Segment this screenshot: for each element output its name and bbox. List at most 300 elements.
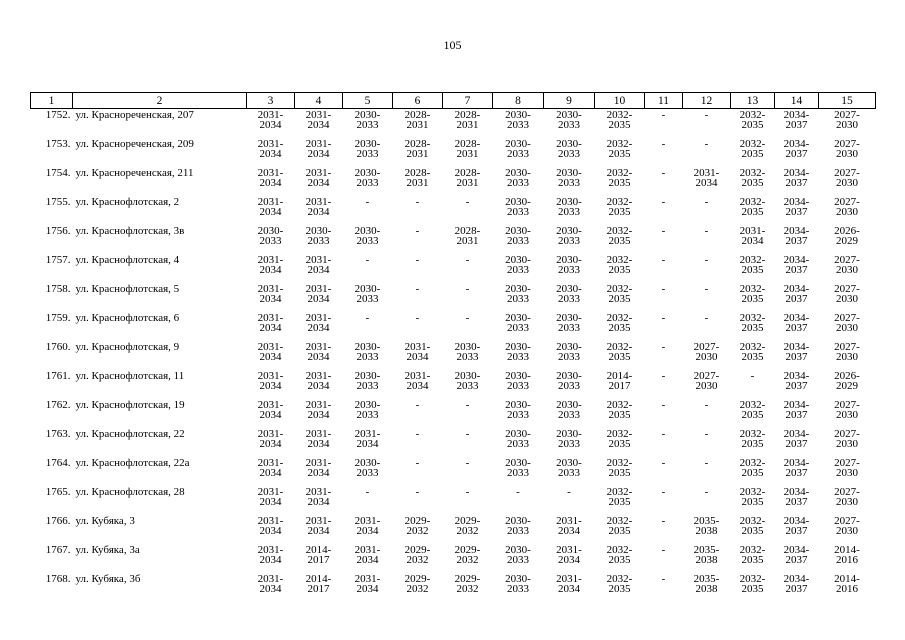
table-row: [31, 167, 876, 196]
period-start: 2030-: [354, 167, 381, 179]
period-end: 2035: [741, 467, 764, 479]
period-start: 2030-: [505, 312, 531, 324]
period-cell: [775, 138, 819, 167]
period-cell: [343, 573, 393, 602]
period-cell: [595, 370, 645, 399]
period-start: 2030-: [305, 225, 332, 237]
period-cell: [544, 457, 595, 486]
period-cell: [731, 370, 775, 399]
period-cell: [343, 312, 393, 341]
period-start: 2031-: [257, 399, 284, 411]
period-end: 2037: [785, 235, 808, 247]
period-end: 2033: [507, 554, 529, 566]
period-cell: [443, 341, 493, 370]
period-start: 2031-: [305, 341, 332, 353]
period-start: 2032-: [606, 283, 633, 295]
period-start: -: [661, 428, 666, 440]
period-cell: [683, 283, 731, 312]
period-start: 2034-: [783, 138, 810, 150]
period-end: 2033: [507, 293, 529, 305]
period-start: -: [661, 486, 666, 498]
period-start: -: [661, 515, 666, 527]
period-cell: [443, 109, 493, 139]
row-number: 1767.: [45, 544, 71, 556]
period-start: 2031-: [305, 515, 332, 527]
column-header: 10: [595, 93, 645, 109]
period-cell: [775, 457, 819, 486]
period-start: -: [704, 138, 709, 150]
period-cell: [775, 109, 819, 139]
period-cell: [393, 457, 443, 486]
period-start: 2030-: [556, 341, 582, 353]
period-start: 2030-: [556, 428, 582, 440]
period-end: 2033: [259, 235, 282, 247]
period-end: 2038: [695, 583, 718, 595]
address-cell: ул. Краснофлотская, 11: [75, 370, 185, 382]
period-end: 2030: [836, 467, 858, 479]
period-end: 2034: [259, 293, 282, 305]
period-end: 2032: [406, 583, 429, 595]
period-cell: [595, 399, 645, 428]
period-end: 2033: [507, 119, 529, 131]
period-end: 2033: [507, 177, 529, 189]
period-cell: [731, 167, 775, 196]
period-cell: [493, 109, 544, 139]
period-start: -: [465, 486, 470, 498]
period-start: -: [661, 254, 666, 266]
period-start: 2014-: [834, 573, 860, 585]
period-start: -: [661, 544, 666, 556]
period-start: -: [365, 254, 370, 266]
period-start: 2031-: [305, 138, 332, 150]
period-end: 2035: [608, 206, 631, 218]
period-end: 2037: [785, 409, 808, 421]
period-cell: [775, 399, 819, 428]
period-cell: [393, 370, 443, 399]
address-cell: ул. Краснофлотская, 22: [75, 428, 185, 440]
period-start: 2032-: [739, 341, 766, 353]
address-cell: ул. Кубяка, 3: [75, 515, 135, 527]
period-end: 2037: [785, 322, 808, 334]
period-cell: [295, 428, 343, 457]
period-end: 2033: [507, 438, 529, 450]
period-cell: [544, 515, 595, 544]
period-start: -: [415, 283, 420, 295]
period-end: 2034: [695, 177, 718, 189]
period-end: 2034: [259, 380, 282, 392]
period-end: 2033: [356, 177, 379, 189]
period-start: 2029-: [454, 573, 481, 585]
period-start: 2035-: [693, 573, 720, 585]
period-start: -: [465, 457, 470, 469]
period-start: 2029-: [454, 515, 481, 527]
table-row: [31, 486, 876, 515]
period-cell: [775, 370, 819, 399]
period-cell: [247, 225, 295, 254]
period-start: 2030-: [454, 341, 481, 353]
row-number: 1756.: [45, 225, 71, 237]
period-start: 2030-: [505, 573, 531, 585]
period-end: 2034: [741, 235, 764, 247]
period-cell: [775, 486, 819, 515]
period-start: 2032-: [606, 225, 633, 237]
period-cell: [443, 399, 493, 428]
period-cell: [443, 254, 493, 283]
period-start: 2030-: [505, 225, 531, 237]
period-end: 2035: [741, 293, 764, 305]
period-start: 2032-: [606, 167, 633, 179]
period-cell: [731, 283, 775, 312]
period-end: 2035: [608, 235, 631, 247]
period-cell: [247, 341, 295, 370]
period-cell: [493, 573, 544, 602]
period-start: 2032-: [739, 283, 766, 295]
period-end: 2034: [307, 206, 330, 218]
period-cell: [775, 544, 819, 573]
period-end: 2033: [507, 206, 529, 218]
period-start: 2030-: [505, 254, 531, 266]
period-cell: [819, 225, 876, 254]
period-cell: [645, 457, 683, 486]
period-cell: [443, 138, 493, 167]
period-cell: [295, 486, 343, 515]
period-cell: [393, 486, 443, 515]
period-cell: [595, 428, 645, 457]
period-cell: [731, 573, 775, 602]
period-start: 2014-: [305, 573, 332, 585]
row-number: 1766.: [45, 515, 71, 527]
period-cell: [443, 167, 493, 196]
period-end: 2033: [356, 380, 379, 392]
period-cell: [295, 544, 343, 573]
period-cell: [247, 312, 295, 341]
period-start: 2031-: [257, 515, 284, 527]
period-end: 2034: [259, 119, 282, 131]
period-start: 2034-: [783, 283, 810, 295]
period-cell: [493, 341, 544, 370]
period-start: 2030-: [505, 428, 531, 440]
period-start: 2030-: [556, 138, 582, 150]
period-cell: [393, 341, 443, 370]
period-cell: [247, 370, 295, 399]
period-cell: [544, 312, 595, 341]
period-start: -: [704, 486, 709, 498]
table-row: [31, 573, 876, 602]
period-end: 2033: [356, 235, 379, 247]
period-end: 2033: [356, 148, 379, 160]
period-cell: [645, 573, 683, 602]
period-end: 2033: [507, 525, 529, 537]
period-end: 2034: [307, 322, 330, 334]
period-cell: [775, 341, 819, 370]
period-end: 2035: [608, 264, 631, 276]
period-cell: [393, 167, 443, 196]
period-start: -: [704, 312, 709, 324]
period-start: 2030-: [454, 370, 481, 382]
period-cell: [493, 544, 544, 573]
period-start: 2032-: [739, 138, 766, 150]
period-cell: [493, 167, 544, 196]
period-cell: [393, 573, 443, 602]
address-cell: ул. Краснофлотская, 22а: [75, 457, 190, 469]
period-start: 2027-: [834, 341, 860, 353]
period-start: 2030-: [505, 341, 531, 353]
period-cell: [443, 370, 493, 399]
period-cell: [247, 254, 295, 283]
period-end: 2034: [259, 554, 282, 566]
period-start: 2031-: [257, 341, 284, 353]
period-cell: [544, 167, 595, 196]
period-start: 2031-: [305, 167, 332, 179]
period-end: 2035: [608, 148, 631, 160]
address-cell: ул. Краснофлотская, 3в: [75, 225, 185, 237]
period-cell: [493, 370, 544, 399]
period-cell: [343, 370, 393, 399]
period-start: 2032-: [739, 167, 766, 179]
period-start: 2030-: [354, 138, 381, 150]
period-end: 2035: [608, 119, 631, 131]
period-end: 2035: [741, 554, 764, 566]
period-start: 2032-: [739, 486, 766, 498]
period-start: 2030-: [505, 109, 531, 121]
period-end: 2038: [695, 554, 718, 566]
period-end: 2035: [741, 206, 764, 218]
period-cell: [343, 544, 393, 573]
period-end: 2033: [558, 264, 580, 276]
period-start: -: [415, 254, 420, 266]
period-cell: [544, 254, 595, 283]
row-number: 1752.: [45, 109, 71, 121]
period-cell: [295, 254, 343, 283]
period-cell: [683, 573, 731, 602]
period-cell: [645, 138, 683, 167]
period-start: 2029-: [454, 544, 481, 556]
period-cell: [544, 573, 595, 602]
period-start: 2031-: [404, 341, 431, 353]
period-cell: [343, 109, 393, 139]
period-end: 2034: [356, 583, 379, 595]
period-end: 2035: [741, 583, 764, 595]
period-end: 2037: [785, 525, 808, 537]
period-start: 2034-: [783, 196, 810, 208]
period-end: 2030: [836, 351, 858, 363]
period-end: 2037: [785, 583, 808, 595]
period-start: 2034-: [783, 312, 810, 324]
period-cell: [645, 341, 683, 370]
period-start: -: [365, 486, 370, 498]
period-start: 2032-: [739, 428, 766, 440]
period-cell: [493, 196, 544, 225]
period-start: 2028-: [454, 167, 481, 179]
period-cell: [343, 138, 393, 167]
column-header: 13: [731, 93, 775, 109]
row-number: 1768.: [45, 573, 71, 585]
period-cell: [544, 196, 595, 225]
period-cell: [775, 573, 819, 602]
period-end: 2035: [741, 496, 764, 508]
period-cell: [343, 283, 393, 312]
period-cell: [493, 399, 544, 428]
period-start: -: [415, 196, 420, 208]
period-end: 2017: [608, 380, 631, 392]
period-cell: [645, 312, 683, 341]
period-start: -: [661, 399, 666, 411]
period-cell: [819, 341, 876, 370]
period-end: 2034: [307, 409, 330, 421]
period-end: 2037: [785, 264, 808, 276]
period-cell: [683, 428, 731, 457]
period-start: 2027-: [834, 167, 860, 179]
period-start: 2031-: [257, 254, 284, 266]
table-row: [31, 341, 876, 370]
period-end: 2031: [456, 235, 479, 247]
period-start: -: [750, 370, 755, 382]
period-start: 2034-: [783, 109, 810, 121]
period-start: 2027-: [834, 138, 860, 150]
period-cell: [295, 225, 343, 254]
period-end: 2033: [558, 119, 580, 131]
period-cell: [443, 486, 493, 515]
period-cell: [393, 225, 443, 254]
period-cell: [295, 138, 343, 167]
period-start: -: [415, 428, 420, 440]
period-end: 2035: [741, 119, 764, 131]
period-start: 2032-: [606, 399, 633, 411]
period-start: 2031-: [305, 283, 332, 295]
table-row: [31, 457, 876, 486]
column-header: 2: [73, 93, 247, 109]
column-header: 6: [393, 93, 443, 109]
period-cell: [595, 167, 645, 196]
period-start: -: [661, 370, 666, 382]
period-end: 2033: [507, 380, 529, 392]
period-start: 2034-: [783, 428, 810, 440]
period-cell: [493, 254, 544, 283]
period-cell: [731, 109, 775, 139]
period-cell: [443, 312, 493, 341]
period-cell: [819, 138, 876, 167]
period-cell: [645, 399, 683, 428]
period-end: 2031: [456, 177, 479, 189]
period-cell: [544, 283, 595, 312]
period-cell: [493, 225, 544, 254]
period-cell: [775, 428, 819, 457]
period-start: 2034-: [783, 341, 810, 353]
period-cell: [819, 167, 876, 196]
period-end: 2033: [507, 235, 529, 247]
period-cell: [544, 399, 595, 428]
period-end: 2033: [507, 583, 529, 595]
period-end: 2034: [307, 496, 330, 508]
page-number: 105: [443, 38, 462, 52]
period-start: 2029-: [404, 515, 431, 527]
period-end: 2016: [836, 583, 858, 595]
period-start: 2031-: [305, 109, 332, 121]
period-start: 2030-: [354, 399, 381, 411]
table-row: [31, 225, 876, 254]
period-start: -: [661, 225, 666, 237]
period-end: 2034: [259, 409, 282, 421]
period-cell: [645, 515, 683, 544]
period-cell: [247, 457, 295, 486]
period-start: 2034-: [783, 399, 810, 411]
period-cell: [544, 109, 595, 139]
period-start: 2032-: [606, 428, 633, 440]
period-end: 2033: [558, 409, 580, 421]
period-cell: [819, 428, 876, 457]
period-end: 2030: [836, 206, 858, 218]
period-end: 2035: [741, 438, 764, 450]
period-end: 2033: [356, 119, 379, 131]
period-start: 2031-: [354, 573, 381, 585]
period-start: 2027-: [834, 428, 860, 440]
row-number: 1762.: [45, 399, 71, 411]
period-cell: [295, 370, 343, 399]
period-start: 2031-: [305, 196, 332, 208]
period-end: 2032: [456, 583, 479, 595]
period-end: 2035: [741, 525, 764, 537]
table-body: [31, 109, 876, 603]
period-cell: [544, 486, 595, 515]
period-start: 2030-: [505, 283, 531, 295]
period-start: 2030-: [354, 457, 381, 469]
period-start: -: [661, 457, 666, 469]
period-end: 2034: [307, 467, 330, 479]
period-start: 2034-: [783, 486, 810, 498]
period-cell: [595, 515, 645, 544]
period-end: 2030: [836, 293, 858, 305]
period-cell: [343, 399, 393, 428]
period-start: 2027-: [834, 196, 860, 208]
period-cell: [393, 428, 443, 457]
period-start: 2031-: [354, 544, 381, 556]
period-start: 2026-: [834, 370, 860, 382]
period-start: 2014-: [834, 544, 860, 556]
period-end: 2034: [259, 206, 282, 218]
period-end: 2034: [406, 380, 429, 392]
table-row: [31, 515, 876, 544]
period-start: 2031-: [257, 370, 284, 382]
period-cell: [443, 544, 493, 573]
period-end: 2034: [259, 177, 282, 189]
period-end: 2031: [456, 148, 479, 160]
period-cell: [595, 283, 645, 312]
period-start: 2031-: [257, 428, 284, 440]
table-row: [31, 196, 876, 225]
period-end: 2034: [259, 467, 282, 479]
period-cell: [393, 312, 443, 341]
period-cell: [247, 167, 295, 196]
period-cell: [343, 515, 393, 544]
period-cell: [683, 109, 731, 139]
period-start: 2030-: [505, 399, 531, 411]
period-cell: [731, 486, 775, 515]
period-start: 2031-: [257, 167, 284, 179]
period-end: 2031: [406, 148, 429, 160]
period-cell: [645, 254, 683, 283]
period-cell: [493, 486, 544, 515]
period-start: 2031-: [556, 515, 582, 527]
period-cell: [819, 399, 876, 428]
period-end: 2035: [608, 322, 631, 334]
period-cell: [295, 399, 343, 428]
period-end: 2033: [356, 293, 379, 305]
period-end: 2037: [785, 554, 808, 566]
period-start: 2027-: [834, 515, 860, 527]
period-cell: [247, 515, 295, 544]
period-cell: [343, 486, 393, 515]
period-start: 2034-: [783, 515, 810, 527]
